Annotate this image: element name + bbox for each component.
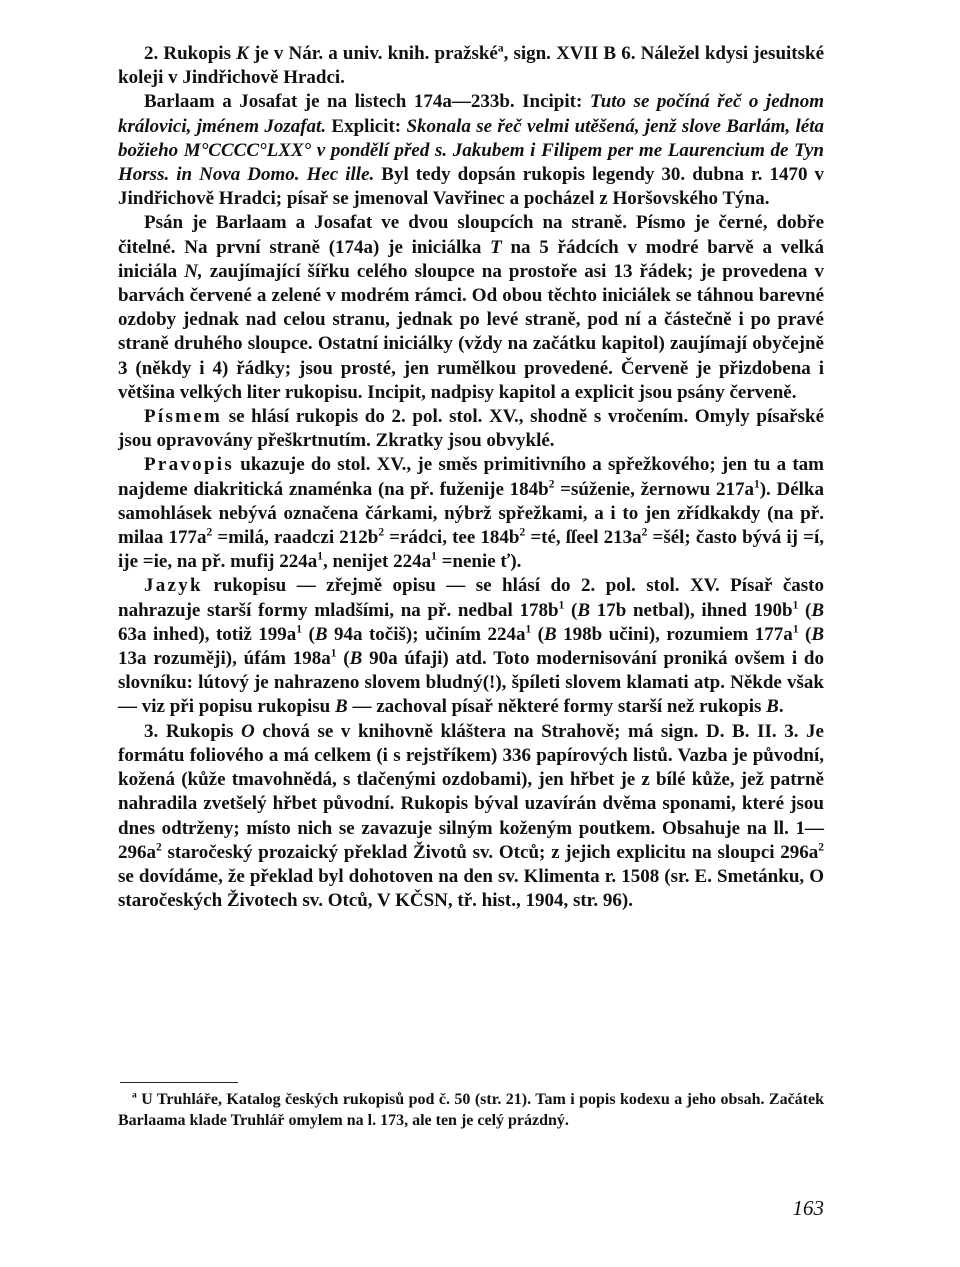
footnote-marker: 2 [641,526,648,539]
text-run: =milá, raadczi 212b [212,527,379,549]
paragraph [118,453,824,574]
text-run: 94a točiš); učiním 224a [327,623,526,645]
footnote-text [118,1090,824,1131]
text-run: ). Délka samohlásek nebývá označena čárkami, nýbrž spřežkami, a i to jen zřídkakdy (na př. milaa 177a [118,478,824,549]
text-run: ( [531,623,544,645]
italic-run: Tuto se počíná řeč o jednom královici, jménem Jozafat. [118,91,824,137]
text-run: ( [336,648,350,670]
text-run: Explicit: [326,115,407,137]
text-run: 2. Rukopis [144,43,237,64]
text-run: , nenijet 224a [322,551,432,573]
footnote-marker: 1 [317,550,323,563]
footnote-marker: 1 [792,599,799,612]
text-run: staročeský prozaický překlad Životů sv. Otců; z jejich explicitu na sloupci 296a [161,841,819,863]
italic-run: B [811,623,825,645]
text-run: rukopisu — zřejmě opisu — se hlásí do 2. pol. stol. XV. Písař často nahrazuje starší formy mladšími, na př. nedbal 178b [118,575,824,621]
text-run: 90a úfaji) atd. Toto modernisování proniká ovšem i do slovníku: lútový je nahrazeno slovem bludný(!), špíleti slovem klamati atp. Někde však — viz při popisu rukopisu [118,648,824,718]
text-run: je v Nár. a univ. knih. pražské [248,43,498,64]
text-run: zaujímající šířku celého sloupce na prostoře asi 13 řádek; je provedena v barvách červené a zelené v modrém rámci. Od obou těchto iniciálek se táhnou barevné ozdoby jednak nad celou stranu, jednak po levé straně, pod ní a částečně i po pravé straně druhého sloupce. Ostatní iniciálky (vždy na začátku kapitol) zaujímají obyčejně 3 (někdy i 4) řádky; jsou prosté, jen rumělkou provedené. Červeně je přizdobena i většina velkých liter rukopisu. Incipit, nadpisy kapitol a explicit jsou psány červeně. [118,260,824,403]
footnote [118,1090,824,1131]
paragraph [118,42,824,90]
italic-run: O [241,720,255,742]
page-number: 163 [792,1196,824,1220]
text-run: Pravopis [144,454,235,476]
text-run: ( [302,623,315,645]
text-run: 63a inhed), totiž 199a [118,623,297,645]
text-run: Písmem [144,406,223,428]
footnote-divider [120,1082,238,1083]
italic-run: N, [184,260,203,282]
text-run: =nenie ť). [436,551,522,573]
text-run: Jazyk [144,575,203,597]
italic-run: B [811,599,825,621]
italic-run: Skonala se řeč velmi utěšená, jenž slove Barlám, léta božieho M°CCCC°LXX° v pondělí před s. Jakubem i Filipem per me Laurencium de Tyn Horss. in Nova Domo. Hec ille. [118,115,824,186]
italic-run: B [314,623,328,645]
footnote-marker: 2 [206,526,213,539]
footnote-marker: 2 [156,841,162,854]
text-run: =rádci, tee 184b [384,527,520,549]
text-run: , sign. XVII B 6. Náležel kdysi jesuitské koleji v Jindřichově Hradci. [118,43,825,89]
footnote-marker: 1 [525,623,532,636]
text-run: 13a rozuměji), úfám 198a [118,648,331,670]
text-run: 198b učini), rozumiem 177a [556,623,793,645]
paragraph [118,90,824,211]
footnote-marker: a [132,1089,137,1101]
text-run: Barlaam a Josafat je na listech 174a—233b. Incipit: [144,91,590,113]
paragraph [118,405,824,453]
text-run: . [778,696,784,718]
footnote-marker: 1 [296,623,302,636]
text-run: 17b netbal), ihned 190b [590,599,793,621]
footnote-marker: 2 [378,526,385,539]
italic-run: B [335,696,348,718]
italic-run: B [766,696,779,718]
footnote-marker: 2 [818,841,824,854]
footnote-marker: 1 [431,550,437,563]
text-run: ukazuje do stol. XV., je směs primitivního a spřežkového; jen tu a tam najdeme diakritická znaménka (na př. fuženije 184b [118,454,824,500]
italic-run: K [236,43,249,64]
paragraph [118,720,824,914]
text-run: =šél; často bývá ij =í, ije =ie, na př. mufij 224a [118,527,824,573]
footnote-marker: 1 [330,647,337,660]
text-run: ( [564,599,578,621]
text-run: ( [798,599,812,621]
paragraph [118,211,824,405]
text-run: se hlásí rukopis do 2. pol. stol. XV., shodně s vročením. Omyly písařské jsou opravovány přeškrtnutím. Zkratky jsou obvyklé. [118,406,824,452]
main-text [118,42,824,913]
footnote-marker: 1 [753,478,760,491]
text-run: ( [798,623,812,645]
paragraph [118,574,824,719]
italic-run: T [490,236,502,258]
text-run: =té, ſſeel 213a [525,527,642,549]
footnote-marker: 2 [519,526,526,539]
footnote-marker: 2 [548,478,555,491]
text-run: Byl tedy dopsán rukopis legendy 30. dubna r. 1470 v Jindřichově Hradci; písař se jmenoval Vavřinec a pocházel z Horšovského Týna. [118,164,824,210]
text-run: Psán je Barlaam a Josafat ve dvou sloupcích na straně. Písmo je černé, dobře čitelné. Na první straně (174a) je iniciálka [118,212,824,258]
text-run: se dovídáme, že překlad byl dohotoven na den sv. Klimenta r. 1508 (sr. E. Smetánku, O staročeských Životech sv. Otců, V KČSN, tř. hist., 1904, str. 96). [118,865,824,912]
footnote-marker: a [497,42,504,55]
text-run: =súženie, žernowu 217a [554,478,754,500]
italic-run: B [543,623,557,645]
footnote-marker: 1 [558,599,565,612]
text-run: U Truhláře, Katalog českých rukopisů pod č. 50 (str. 21). Tam i popis kodexu a jeho obsah. Začátek Barlaama klade Truhlář omylem na l. 173, ale ten je celý prázdný. [118,1091,824,1129]
italic-run: B [349,648,363,670]
text-run: chová se v knihovně kláštera na Strahově; má sign. D. B. II. 3. Je formátu foliového a má celkem (i s rejstříkem) 336 papírových listů. Vazba je původní, kožená (kůže tmavohnědá, s tlačenými ozdobami), jen hřbet je z bílé kůže, jež patrně nahradila zvetšelý hřbet původní. Rukopis býval uzavírán dvěma sponami, které jsou dnes odtrženy; místo nich se zavazuje silným koženým poutkem. Obsahuje na ll. 1—296a [118,720,824,863]
text-run: — zachoval písař některé formy starší než rukopis [347,696,767,718]
text-run: 3. Rukopis [144,720,242,742]
text-run: na 5 řádcích v modré barvě a velká iniciála [118,236,824,282]
footnote-marker: 1 [792,623,799,636]
italic-run: B [577,599,591,621]
